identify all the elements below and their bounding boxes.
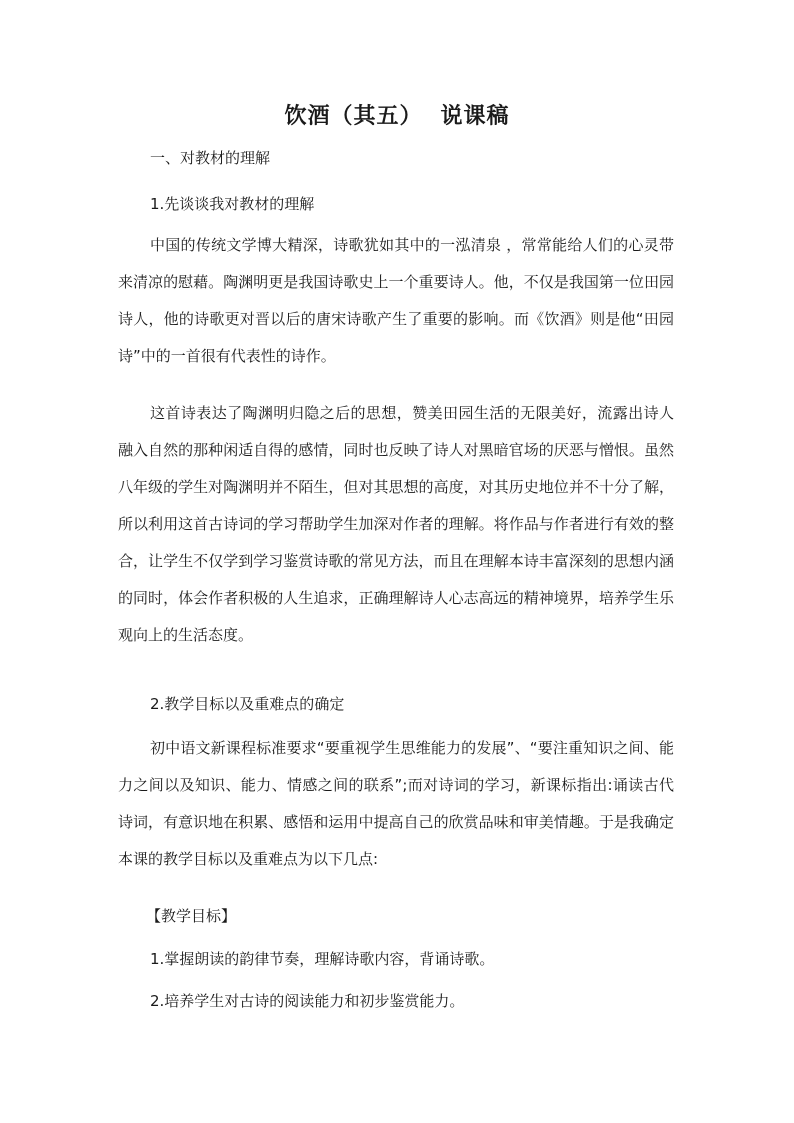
paragraph-3: 初中语文新课程标准要求“要重视学生思维能力的发展”、“要注重知识之间、能力之间以及知识、能力、情感之间的联系”;而对诗词的学习，新课标指出:诵读古代诗词，有意识地在积累、感悟和运用中提高自己的欣赏品味和审美情趣。于是我确定本课的教学目标以及重难点为以下几点: [118,739,674,868]
title-main: 饮酒（其五） [284,103,423,129]
paragraph-2: 这首诗表达了陶渊明归隐之后的思想，赞美田园生活的无限美好，流露出诗人融入自然的那种闲适自得的感情，同时也反映了诗人对黑暗官场的厌恶与憎恨。虽然八年级的学生对陶渊明并不陌生，但对其思想的高度，对其历史地位并不十分了解，所以利用这首古诗词的学习帮助学生加深对作者的理解。将作品与作者进行有效的整合，让学生不仅学到学习鉴赏诗歌的常见方法，而且在理解本诗丰富深刻的思想内涵的同时，体会作者积极的人生追求，正确理解诗人心志高远的精神境界，培养学生乐观向上的生活态度。 [118,404,674,644]
page-title [0,100,794,132]
subsection-heading-2: 2.教学目标以及重难点的确定 [150,695,345,713]
goal-item-1: 1.掌握朗读的韵律节奏，理解诗歌内容，背诵诗歌。 [150,950,495,968]
subsection-heading-1: 1.先谈谈我对教材的理解 [150,195,315,213]
section-heading: 一、对教材的理解 [150,149,271,167]
title-sub: 说课稿 [440,103,510,129]
paragraph-1: 中国的传统文学博大精深，诗歌犹如其中的一泓清泉 ，常常能给人们的心灵带来清凉的慰藉。陶渊明更是我国诗歌史上一个重要诗人。他，不仅是我国第一位田园诗人，他的诗歌更对晋以后的唐宋诗歌产生了重要的影响。而《饮酒》则是他“田园诗”中的一首很有代表性的诗作。 [118,236,674,365]
goal-item-2: 2.培养学生对古诗的阅读能力和初步鉴赏能力。 [150,992,465,1010]
goals-heading: 【教学目标】 [146,907,237,925]
